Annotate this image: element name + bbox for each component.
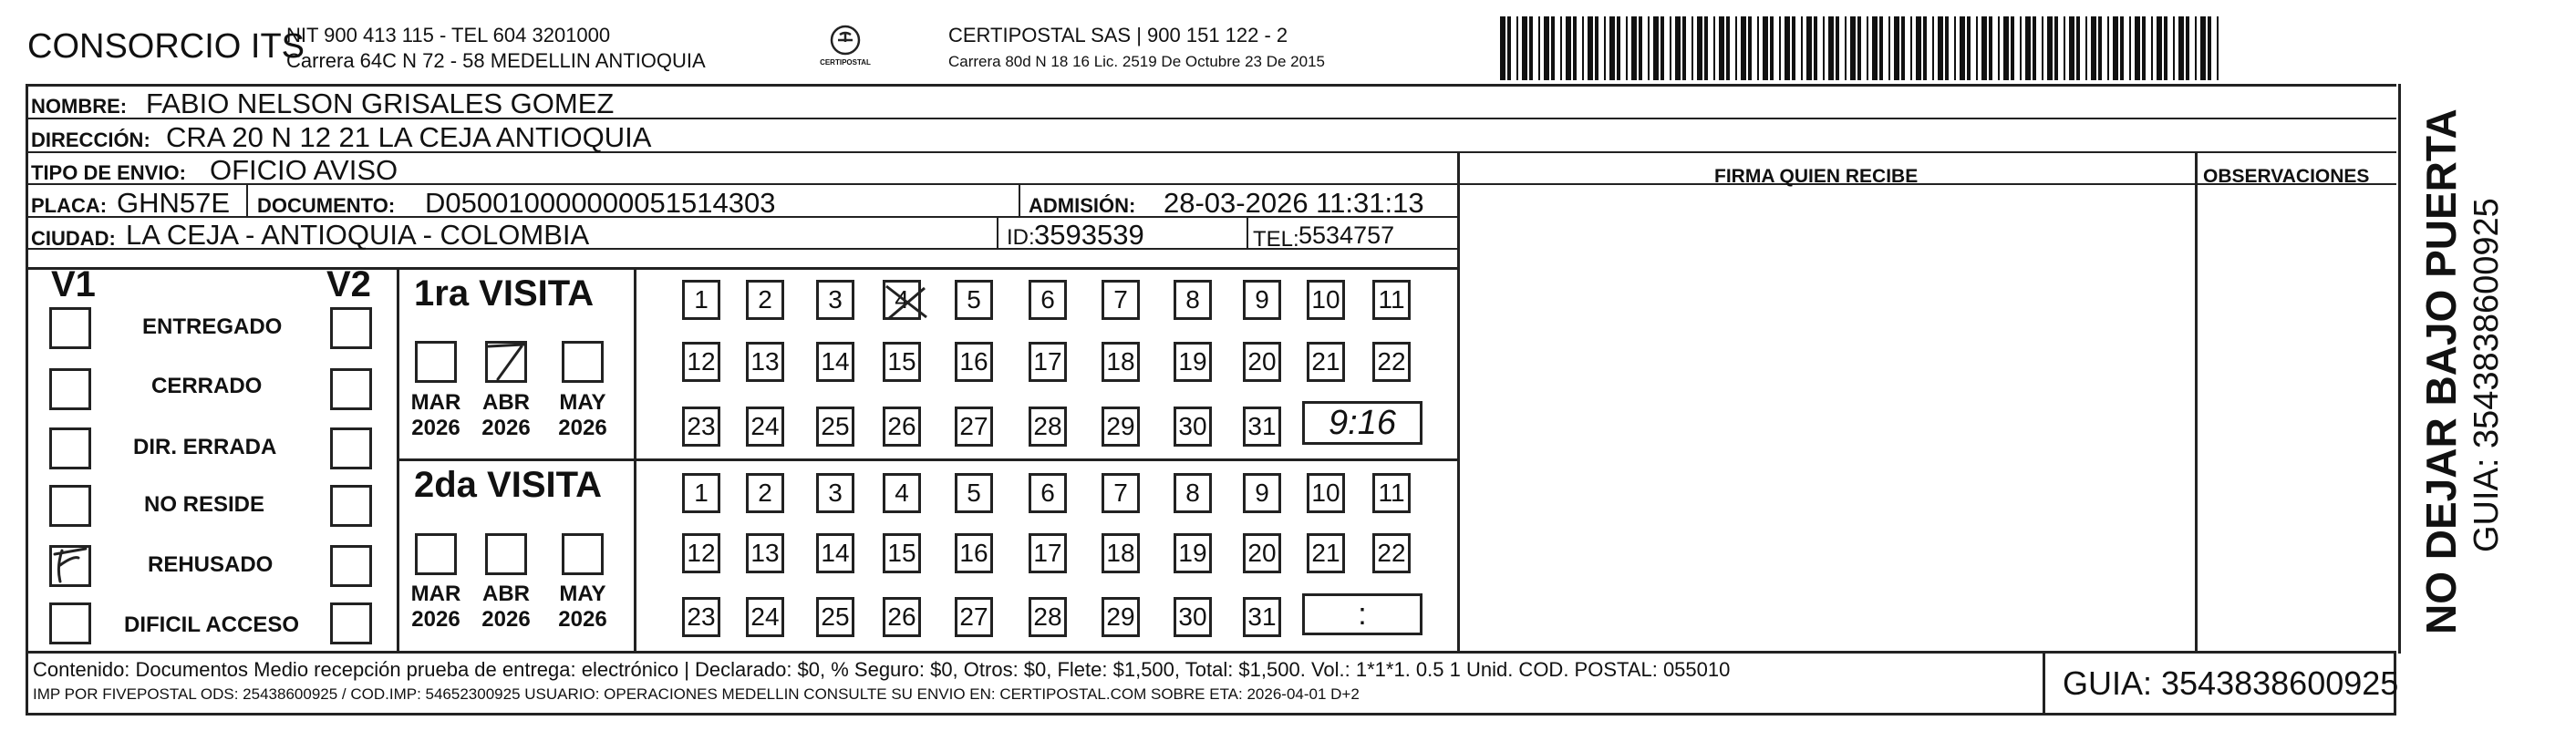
visit-1-time-value: 9:16: [1329, 404, 1396, 442]
visit-1-day-6[interactable]: 6: [1029, 280, 1067, 320]
barcode-bar: [1857, 16, 1861, 80]
visit-2-month-mar: MAR 2026: [410, 582, 461, 632]
handwritten-strike-icon: [881, 279, 932, 324]
visit-2-month-may-checkbox[interactable]: [562, 533, 604, 575]
barcode-bar: [2033, 16, 2036, 80]
barcode-bar: [1604, 16, 1606, 80]
barcode-bar: [1522, 16, 1527, 80]
visit-2-day-8[interactable]: 8: [1174, 473, 1212, 513]
barcode-bar: [1529, 16, 1533, 80]
barcode-bar: [1538, 16, 1540, 80]
imp-line: IMP POR FIVEPOSTAL ODS: 25438600925 / COD.IMP: 54652300925 USUARIO: OPERACIONES MEDELLIN CONSULTE SU ENVIO EN: CERTIPOSTAL.COM SOBRE ETA: 2026-04-01 D+2: [33, 685, 1360, 703]
visit-1-day-24[interactable]: 24: [746, 407, 784, 447]
v1-entregado-checkbox[interactable]: [49, 307, 91, 349]
visit-2-day-5[interactable]: 5: [955, 473, 993, 513]
v1-cerrado-checkbox[interactable]: [49, 368, 91, 410]
barcode-bar: [2186, 16, 2189, 80]
barcode-bar: [1894, 16, 1899, 80]
barcode-bar: [1954, 16, 1956, 80]
barcode-bar: [2003, 16, 2009, 80]
status-rehusado: REHUSADO: [148, 552, 274, 577]
visit-2-month-abr-checkbox[interactable]: [485, 533, 527, 575]
barcode-bar: [1872, 16, 1878, 80]
contenido-line: Contenido: Documentos Medio recepción prueba de entrega: electrónico | Declarado: $0, % Seguro: $0, Otros: $0, Flete: $1,500, Total: $1,500. Vol.: 1*1*1. 0.5 1 Unid. COD. POSTAL: 055010: [33, 658, 1731, 681]
barcode-bar: [1719, 16, 1724, 80]
certipostal-logo-label: CERTIPOSTAL: [820, 58, 871, 67]
barcode-bar: [1582, 16, 1584, 80]
barcode-bar: [1850, 16, 1856, 80]
admision-label: ADMISIÓN:: [1029, 194, 1136, 217]
barcode-bar: [2076, 16, 2080, 80]
certipostal-logo: [810, 22, 881, 71]
visit-2-day-3[interactable]: 3: [816, 473, 854, 513]
visit-1-day-23[interactable]: 23: [682, 407, 720, 447]
visit-1-day-21[interactable]: 21: [1307, 342, 1345, 382]
visit-2-day-24[interactable]: 24: [746, 597, 784, 637]
barcode-bar: [1763, 16, 1768, 80]
visit-1-day-18[interactable]: 18: [1102, 342, 1140, 382]
side-notice: NO DEJAR BAJO PUERTA: [2417, 108, 2465, 634]
visit-2-day-22[interactable]: 22: [1372, 533, 1411, 573]
barcode-bar: [1770, 16, 1774, 80]
visit-2-day-23[interactable]: 23: [682, 597, 720, 637]
barcode-bar: [1691, 16, 1693, 80]
barcode-bar: [1748, 16, 1752, 80]
visit-1-month-mar: MAR 2026: [410, 390, 461, 440]
barcode-bar: [1923, 16, 1927, 80]
v1-dificil-acceso-checkbox[interactable]: [49, 602, 91, 644]
visit-1-day-20[interactable]: 20: [1243, 342, 1281, 382]
v2-cerrado-checkbox[interactable]: [330, 368, 372, 410]
visit-2-day-4[interactable]: 4: [883, 473, 921, 513]
visit-2-month-may: MAY 2026: [558, 582, 607, 632]
visit-2-day-28[interactable]: 28: [1029, 597, 1067, 637]
visit-1-day-31[interactable]: 31: [1243, 407, 1281, 447]
barcode-bar: [1901, 16, 1905, 80]
visit-2-day-26[interactable]: 26: [883, 597, 921, 637]
barcode-bar: [1631, 16, 1637, 80]
v1-no-reside-checkbox[interactable]: [49, 485, 91, 527]
documento-label: DOCUMENTO:: [257, 194, 396, 217]
v2-no-reside-checkbox[interactable]: [330, 485, 372, 527]
barcode-bar: [1792, 16, 1795, 80]
barcode-bar: [2091, 16, 2096, 80]
visit-1-day-22[interactable]: 22: [1372, 342, 1411, 382]
status-entregado: ENTREGADO: [142, 314, 283, 339]
barcode-bar: [1981, 16, 1987, 80]
barcode-bar: [1588, 16, 1593, 80]
barcode-bar: [1938, 16, 1943, 80]
visit-1-day-5[interactable]: 5: [955, 280, 993, 320]
visit-1-time-box[interactable]: [1302, 401, 1422, 445]
barcode-bar: [2142, 16, 2146, 80]
visit-1-day-10[interactable]: 10: [1307, 280, 1345, 320]
visit-2-day-12[interactable]: 12: [682, 533, 720, 573]
visit-2-time-box[interactable]: [1302, 593, 1422, 635]
visit-2-day-14[interactable]: 14: [816, 533, 854, 573]
visit-2-day-21[interactable]: 21: [1307, 533, 1345, 573]
barcode-bar: [1910, 16, 1912, 80]
barcode-bar: [1879, 16, 1883, 80]
barcode-bar: [1757, 16, 1759, 80]
ciudad-label: CIUDAD:: [31, 227, 116, 250]
barcode-bar: [1544, 16, 1549, 80]
barcode-bar: [1697, 16, 1702, 80]
visit-1-day-1[interactable]: 1: [682, 280, 720, 320]
barcode-bar: [1989, 16, 1992, 80]
direccion-value: CRA 20 N 12 21 LA CEJA ANTIOQUIA: [166, 121, 652, 153]
status-dificil-acceso: DIFICIL ACCESO: [124, 613, 300, 637]
visit-1-title: 1ra VISITA: [414, 273, 595, 314]
barcode-bar: [1648, 16, 1650, 80]
barcode-bar: [2113, 16, 2118, 80]
barcode-bar: [1660, 16, 1664, 80]
barcode-bar: [2164, 16, 2167, 80]
visit-2-month-mar-checkbox[interactable]: [415, 533, 457, 575]
visit-1-day-29[interactable]: 29: [1102, 407, 1140, 447]
barcode-bar: [1507, 16, 1511, 80]
barcode-bar: [1500, 16, 1505, 80]
visit-1-day-4[interactable]: 4: [883, 280, 921, 320]
footer-guia: GUIA: 3543838600925: [2063, 664, 2399, 702]
barcode-bar: [2011, 16, 2014, 80]
barcode-bar: [2200, 16, 2206, 80]
certipostal-company: CERTIPOSTAL SAS | 900 151 122 - 2: [948, 24, 1288, 46]
placa-value: GHN57E: [117, 187, 231, 219]
visit-2-day-2[interactable]: 2: [746, 473, 784, 513]
side-guia: GUIA: 3543838600925: [2467, 198, 2506, 552]
direccion-label: DIRECCIÓN:: [31, 129, 150, 151]
status-dir-errada: DIR. ERRADA: [133, 435, 277, 459]
visit-1-month-may: MAY 2026: [558, 390, 607, 440]
barcode-bar: [1779, 16, 1781, 80]
barcode-bar: [2173, 16, 2175, 80]
visit-2-day-10[interactable]: 10: [1307, 473, 1345, 513]
visit-2-day-27[interactable]: 27: [955, 597, 993, 637]
visit-1-month-may-checkbox[interactable]: [562, 341, 604, 383]
visit-1-day-9[interactable]: 9: [1243, 280, 1281, 320]
barcode-bar: [2069, 16, 2074, 80]
visit-2-day-17[interactable]: 17: [1029, 533, 1067, 573]
visit-2-day-9[interactable]: 9: [1243, 473, 1281, 513]
visit-1-day-17[interactable]: 17: [1029, 342, 1067, 382]
barcode-bar: [1653, 16, 1659, 80]
visit-1-day-13[interactable]: 13: [746, 342, 784, 382]
barcode-bar: [2217, 16, 2219, 80]
visit-2-day-30[interactable]: 30: [1174, 597, 1212, 637]
visit-2-day-7[interactable]: 7: [1102, 473, 1140, 513]
tel-label: TEL:: [1253, 227, 1299, 252]
v1-label: V1: [51, 264, 96, 304]
barcode-bar: [1516, 16, 1518, 80]
barcode-bar: [1609, 16, 1615, 80]
barcode-bar: [1704, 16, 1708, 80]
tipo-envio-label: TIPO DE ENVIO:: [31, 161, 186, 184]
barcode-bar: [1845, 16, 1847, 80]
barcode-bar: [2129, 16, 2131, 80]
barcode: [1500, 16, 2229, 80]
barcode-bar: [1713, 16, 1715, 80]
handwritten-check-icon: [49, 545, 91, 587]
barcode-bar: [2085, 16, 2087, 80]
barcode-bar: [1670, 16, 1671, 80]
visit-1-month-abr: ABR 2026: [481, 390, 531, 440]
visit-2-day-6[interactable]: 6: [1029, 473, 1067, 513]
barcode-bar: [1595, 16, 1598, 80]
visit-2-time-value: :: [1358, 597, 1367, 632]
visit-1-month-abr-checkbox[interactable]: [485, 341, 527, 383]
barcode-bar: [1785, 16, 1790, 80]
visit-2-day-31[interactable]: 31: [1243, 597, 1281, 637]
placa-label: PLACA:: [31, 194, 108, 217]
visit-1-day-30[interactable]: 30: [1174, 407, 1212, 447]
visit-2-day-1[interactable]: 1: [682, 473, 720, 513]
company-nit: NIT 900 413 115 - TEL 604 3201000: [286, 24, 611, 46]
barcode-bar: [1916, 16, 1921, 80]
visit-1-day-2[interactable]: 2: [746, 280, 784, 320]
status-cerrado: CERRADO: [151, 374, 263, 398]
barcode-bar: [2135, 16, 2140, 80]
barcode-bar: [2042, 16, 2043, 80]
visit-1-day-19[interactable]: 19: [1174, 342, 1212, 382]
nombre-label: NOMBRE:: [31, 95, 128, 118]
visit-1-day-14[interactable]: 14: [816, 342, 854, 382]
certipostal-address: Carrera 80d N 18 16 Lic. 2519 De Octubre 23 De 2015: [948, 53, 1325, 70]
v2-dificil-acceso-checkbox[interactable]: [330, 602, 372, 644]
visit-1-day-15[interactable]: 15: [883, 342, 921, 382]
barcode-bar: [1626, 16, 1628, 80]
visit-1-day-11[interactable]: 11: [1372, 280, 1411, 320]
barcode-bar: [1617, 16, 1620, 80]
barcode-bar: [2107, 16, 2109, 80]
barcode-bar: [1801, 16, 1803, 80]
barcode-bar: [2151, 16, 2153, 80]
barcode-bar: [1932, 16, 1934, 80]
barcode-bar: [2047, 16, 2053, 80]
barcode-bar: [1828, 16, 1834, 80]
barcode-bar: [1551, 16, 1555, 80]
visit-1-day-12[interactable]: 12: [682, 342, 720, 382]
barcode-bar: [2208, 16, 2211, 80]
admision-value: 28-03-2026 11:31:13: [1164, 187, 1424, 219]
v1-rehusado-checkbox[interactable]: [49, 545, 91, 587]
barcode-bar: [1976, 16, 1978, 80]
barcode-bar: [1566, 16, 1571, 80]
visit-2-day-25[interactable]: 25: [816, 597, 854, 637]
barcode-bar: [1967, 16, 1971, 80]
v2-label: V2: [326, 264, 371, 304]
barcode-bar: [1814, 16, 1817, 80]
barcode-bar: [1735, 16, 1737, 80]
barcode-bar: [2195, 16, 2197, 80]
handwritten-check-icon: [485, 341, 527, 383]
visit-2-title: 2da VISITA: [414, 465, 602, 505]
visit-1-day-3[interactable]: 3: [816, 280, 854, 320]
v1-dir-errada-checkbox[interactable]: [49, 427, 91, 469]
id-value: 3593539: [1034, 219, 1144, 251]
barcode-bar: [1867, 16, 1868, 80]
visit-1-day-16[interactable]: 16: [955, 342, 993, 382]
id-label: ID:: [1007, 225, 1035, 250]
visit-1-month-mar-checkbox[interactable]: [415, 341, 457, 383]
barcode-bar: [1960, 16, 1965, 80]
visit-1-day-25[interactable]: 25: [816, 407, 854, 447]
barcode-bar: [1741, 16, 1746, 80]
barcode-bar: [1945, 16, 1949, 80]
barcode-bar: [2178, 16, 2184, 80]
documento-value: D050010000000051514303: [425, 187, 776, 219]
visit-2-day-20[interactable]: 20: [1243, 533, 1281, 573]
barcode-bar: [1682, 16, 1686, 80]
visit-2-day-18[interactable]: 18: [1102, 533, 1140, 573]
barcode-bar: [1560, 16, 1562, 80]
barcode-bar: [2025, 16, 2031, 80]
visit-1-day-8[interactable]: 8: [1174, 280, 1212, 320]
v2-dir-errada-checkbox[interactable]: [330, 427, 372, 469]
v2-entregado-checkbox[interactable]: [330, 307, 372, 349]
company-name: CONSORCIO ITS: [27, 27, 305, 66]
firma-label: FIRMA QUIEN RECIBE: [1714, 166, 1919, 187]
barcode-bar: [1836, 16, 1839, 80]
company-address: Carrera 64C N 72 - 58 MEDELLIN ANTIOQUIA: [286, 49, 706, 72]
barcode-bar: [1998, 16, 2000, 80]
barcode-bar: [1888, 16, 1890, 80]
barcode-bar: [2054, 16, 2058, 80]
barcode-bar: [1806, 16, 1812, 80]
barcode-bar: [1726, 16, 1730, 80]
visit-2-day-13[interactable]: 13: [746, 533, 784, 573]
barcode-bar: [1823, 16, 1825, 80]
v2-rehusado-checkbox[interactable]: [330, 545, 372, 587]
visit-2-month-abr: ABR 2026: [481, 582, 531, 632]
status-no-reside: NO RESIDE: [144, 492, 265, 517]
visit-2-day-15[interactable]: 15: [883, 533, 921, 573]
barcode-bar: [2157, 16, 2162, 80]
tel-value: 5534757: [1298, 221, 1395, 249]
ciudad-value: LA CEJA - ANTIOQUIA - COLOMBIA: [126, 219, 590, 251]
visit-1-day-28[interactable]: 28: [1029, 407, 1067, 447]
visit-2-day-11[interactable]: 11: [1372, 473, 1411, 513]
barcode-bar: [1639, 16, 1642, 80]
visit-2-day-19[interactable]: 19: [1174, 533, 1212, 573]
barcode-bar: [2020, 16, 2022, 80]
visit-2-day-29[interactable]: 29: [1102, 597, 1140, 637]
tipo-envio-value: OFICIO AVISO: [210, 154, 398, 186]
barcode-bar: [1573, 16, 1577, 80]
barcode-bar: [1675, 16, 1681, 80]
barcode-bar: [2064, 16, 2065, 80]
barcode-bar: [2120, 16, 2124, 80]
visit-1-day-27[interactable]: 27: [955, 407, 993, 447]
visit-1-day-26[interactable]: 26: [883, 407, 921, 447]
barcode-bar: [2098, 16, 2102, 80]
nombre-value: FABIO NELSON GRISALES GOMEZ: [146, 88, 615, 119]
visit-1-day-7[interactable]: 7: [1102, 280, 1140, 320]
observaciones-label: OBSERVACIONES: [2203, 166, 2370, 187]
visit-2-day-16[interactable]: 16: [955, 533, 993, 573]
